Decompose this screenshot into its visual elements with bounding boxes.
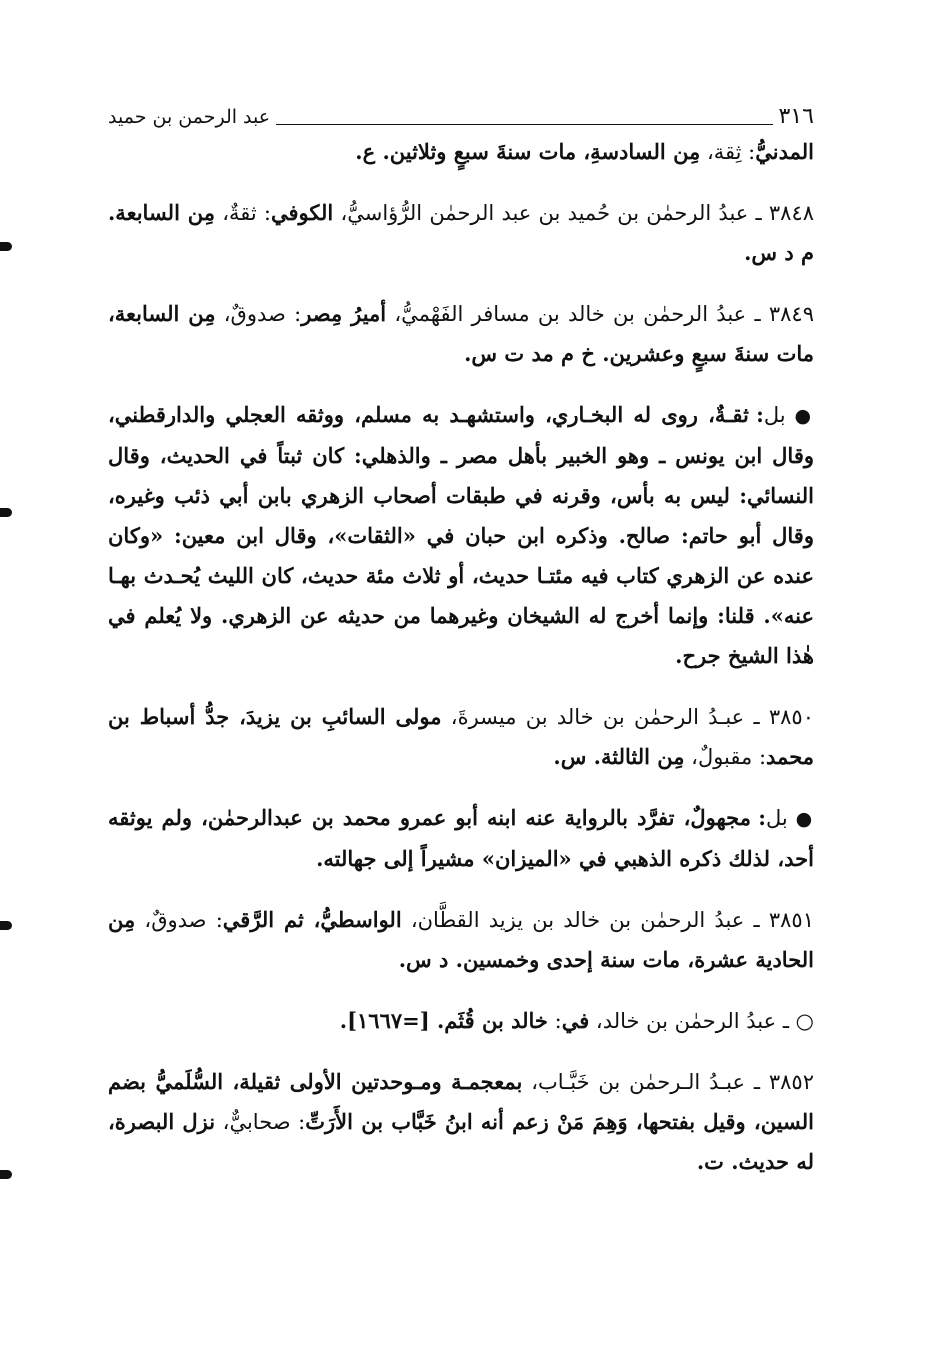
edge-mark [0, 242, 12, 251]
entry-text: مِن الحادية عشرة، مات سنة إحدى وخمسين. د س. [108, 907, 814, 972]
entry-text: : صدوقٌ، [215, 302, 302, 326]
entry-text: ٣٨٤٨ ـ عبدُ الرحمٰن بن حُميد بن عبد الرحمٰن الرُّؤاسيُّ، [333, 201, 815, 225]
book-page [108, 90, 814, 1203]
entry-text: في [561, 1008, 590, 1033]
entry-text: خالد بن قُثَم. [=١٦٦٧]. [339, 1008, 548, 1033]
entry-text: بل [763, 403, 786, 427]
entry-text: ٣٨٤٩ ـ عبدُ الرحمٰن بن خالد بن مسافر الفَهْميُّ، [386, 302, 814, 326]
entry-paragraph [108, 395, 814, 676]
entry-paragraph [108, 193, 814, 273]
entry-text: : صدوقٌ، [135, 908, 223, 932]
entry-text: مِن الثالثة. س. [553, 744, 685, 769]
entry-paragraph [108, 132, 814, 172]
entry-text: المدنيُّ [755, 139, 814, 164]
entry-paragraph [108, 294, 814, 374]
entry-text: ○ ـ عبدُ الرحمٰن بن خالد، [589, 1009, 814, 1033]
entry-text: بمعجمـة ومـوحدتين الأولى ثقيلة، السُّلَميُّ بضم السين، وقيل بفتحها، وَهِمَ مَنْ زعم أنه ابنُ خَبَّاب بن الأَرَتِّ [108, 1069, 815, 1134]
page-number: ٣١٦ [778, 104, 814, 129]
entry-text: بل [766, 806, 788, 830]
entry-text: مِن السابعة، مات سنةَ سبعٍ وعشرين. خ م مد ت س. [108, 301, 814, 366]
entry-paragraph [108, 1001, 814, 1041]
entry-text: : ثقةٌ، [215, 201, 271, 225]
entry-text: : مقبولٌ، [684, 745, 767, 769]
page-body [108, 132, 814, 1182]
entry-text: : مجهولٌ، تفرَّد بالرواية عنه ابنه أبو عمرو محمد بن عبدالرحمٰن، ولم يوثقه أحد، لذلك ذكره الذهبي في «الميزان» مشيراً إلى جهالته. [108, 805, 814, 871]
page-header [108, 90, 814, 130]
header-rule [276, 124, 772, 125]
entry-text: الكوفي [271, 200, 334, 225]
edge-mark [0, 508, 12, 517]
bullet-icon: ● [785, 405, 815, 427]
entry-paragraph [108, 1062, 814, 1182]
entry-paragraph [108, 798, 814, 879]
bullet-icon: ● [787, 808, 814, 830]
edge-mark [0, 921, 12, 930]
entry-text: ٣٨٥٠ ـ عبـدُ الرحمٰن بن خالد بن ميسرةَ، [441, 705, 814, 729]
entry-text: مِن السادسةِ، مات سنةَ سبعٍ وثلاثين. ع. [355, 139, 701, 164]
entry-paragraph [108, 697, 814, 777]
entry-text: : ثِقة، [700, 140, 756, 164]
entry-text: : [547, 1009, 562, 1033]
entry-text: : ثقـةٌ، روى له البخـاري، واستشهـد به مسلم، ووثقه العجلي والدارقطني، وقال ابن يونس ـ وهو الخبير بأهل مصر ـ والذهلي: كان ثبتاً في الحديث، وقال النسائي: ليس به بأس، وقرنه في طبقات أصحاب الزهري بابن أبي ذئب وغيره، وقال أبو حاتم: صالح. وذكره ابن حبان في «الثقات»، وقال ابن معين: «وكان عنده عن الزهري كتاب فيه مئتـا حديث، أو ثلاث مئة حديث، كان الليث يُحـدث بهـا عنه». قلنا: وإنما أخرج له الشيخان وغيرهما من حديثه عن الزهري. ولا يُعلم في هٰذا الشيخ جرح. [108, 402, 814, 668]
running-title: عبد الرحمن بن حميد [108, 106, 271, 128]
entry-text: أميرُ مِصر [301, 301, 387, 326]
entry-text: الواسطيُّ، ثم الرَّقي [222, 907, 402, 932]
entry-text: ٣٨٥١ ـ عبدُ الرحمٰن بن خالد بن يزيد القطَّان، [401, 908, 814, 932]
entry-text: نزل البصرة، له حديث. ت. [108, 1109, 814, 1174]
entry-text: : صحابيٌّ، [215, 1110, 306, 1134]
entry-paragraph [108, 900, 814, 980]
page-edge-marks [0, 0, 14, 1359]
entry-text: ٣٨٥٢ ـ عبـدُ الـرحمٰن بن خَبَّـاب، [522, 1070, 814, 1094]
entry-text: مِن السابعة. م د س. [108, 200, 814, 265]
edge-mark [0, 1170, 12, 1179]
entry-text: مولى السائبِ بن يزيدَ، جدُّ أسباط بن محمد [108, 704, 814, 769]
